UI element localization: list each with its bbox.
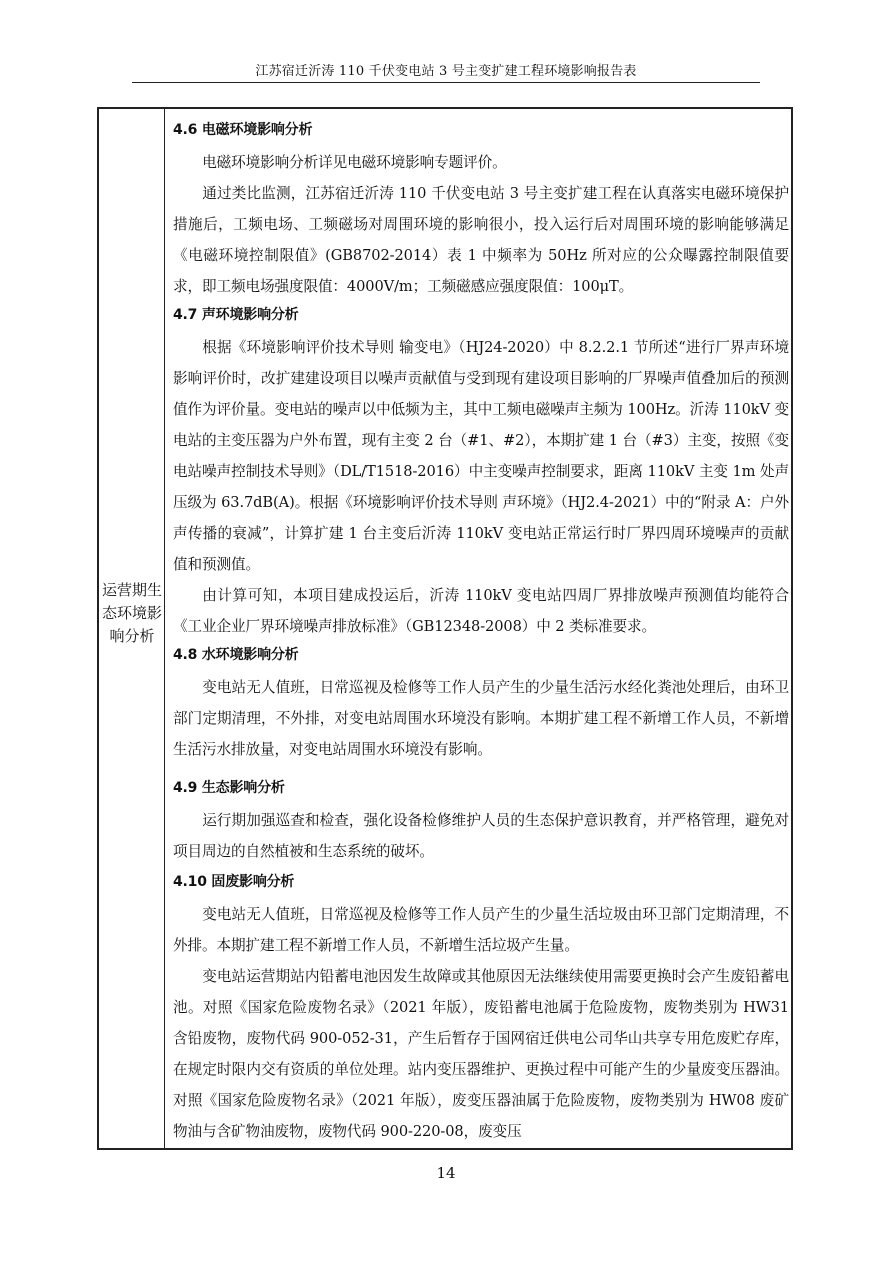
section-4-8 (173, 644, 789, 765)
section-4-6 (173, 119, 789, 302)
section-title: 4.9 生态影响分析 (173, 780, 285, 796)
section-4-10 (173, 871, 789, 1147)
paragraph: 变电站无人值班，日常巡视及检修等工作人员产生的少量生活污水经化粪池处理后，由环卫部门定期清理，不外排，对变电站周围水环境没有影响。本期扩建工程不新增工作人员，不新增生活污水排放量，对变电站周围水环境没有影响。 (173, 679, 789, 758)
paragraph: 电磁环境影响分析详见电磁环境影响专题评价。 (202, 154, 507, 171)
left-label-column (99, 109, 165, 1148)
section-title: 4.6 电磁环境影响分析 (173, 122, 313, 138)
page-number: 14 (436, 1164, 456, 1182)
page-header-title: 江苏宿迁沂涛 110 千伏变电站 3 号主变扩建工程环境影响报告表 (255, 64, 637, 79)
section-title: 4.7 声环境影响分析 (173, 307, 299, 323)
paragraph: 变电站无人值班，日常巡视及检修等工作人员产生的少量生活垃圾由环卫部门定期清理，不外排。本期扩建工程不新增工作人员，不新增生活垃圾产生量。 (173, 906, 789, 954)
section-title: 4.8 水环境影响分析 (173, 647, 299, 663)
header-rule (132, 82, 760, 83)
section-title: 4.10 固废影响分析 (173, 874, 295, 890)
paragraph: 变电站运营期站内铅蓄电池因发生故障或其他原因无法继续使用需要更换时会产生废铅蓄电池。对照《国家危险废物名录》（2021 年版），废铅蓄电池属于危险废物，废物类别为 HW31 含铅废物，废物代码 900-052-31，产生后暂存于国网宿迁供电公司华山共享专用危废贮存库，在规定时限内交有资质的单位处理。站内变压器维护、更换过程中可能产生的少量废变压器油。对照《国家危险废物名录》（2021 年版），废变压器油属于危险废物，废物类别为 HW08 废矿物油与含矿物油废物，废物代码 900-220-08，废变压 (173, 968, 789, 1140)
paragraph: 运行期加强巡查和检查，强化设备检修维护人员的生态保护意识教育，并严格管理，避免对项目周边的自然植被和生态系统的破坏。 (173, 812, 789, 860)
section-4-9 (173, 777, 789, 867)
paragraph: 根据《环境影响评价技术导则 输变电》（HJ24-2020）中 8.2.2.1 节所述“进行厂界声环境影响评价时，改扩建建设项目以噪声贡献值与受到现有建设项目影响的厂界噪声值叠加后的预测值作为评价量。变电站的噪声以中低频为主，其中工频电磁噪声主频为 100Hz。沂涛 110kV 变电站的主变压器为户外布置，现有主变 2 台（#1、#2），本期扩建 1 台（#3）主变，按照《变电站噪声控制技术导则》（DL/T1518-2016）中主变噪声控制要求，距离 110kV 主变 1m 处声压级为 63.7dB(A)。根据《环境影响评价技术导则 声环境》（HJ2.4-2021）中的“附录 A：户外声传播的衰减”，计算扩建 1 台主变后沂涛 110kV 变电站正常运行时厂界四周环境噪声的贡献值和预测值。 (173, 339, 789, 573)
paragraph: 通过类比监测，江苏宿迁沂涛 110 千伏变电站 3 号主变扩建工程在认真落实电磁环境保护措施后，工频电场、工频磁场对周围环境的影响很小，投入运行后对周围环境的影响能够满足《电磁环境控制限值》(GB8702-2014）表 1 中频率为 50Hz 所对应的公众曝露控制限值要求，即工频电场强度限值：4000V/m；工频磁感应强度限值：100μT。 (173, 185, 789, 295)
report-table (97, 107, 793, 1150)
row-label: 运营期生态环境影响分析 (101, 581, 162, 645)
content-column (173, 119, 789, 1147)
paragraph: 由计算可知，本项目建成投运后，沂涛 110kV 变电站四周厂界排放噪声预测值均能符合《工业企业厂界环境噪声排放标准》（GB12348-2008）中 2 类标准要求。 (173, 587, 789, 635)
section-4-7 (173, 304, 789, 642)
